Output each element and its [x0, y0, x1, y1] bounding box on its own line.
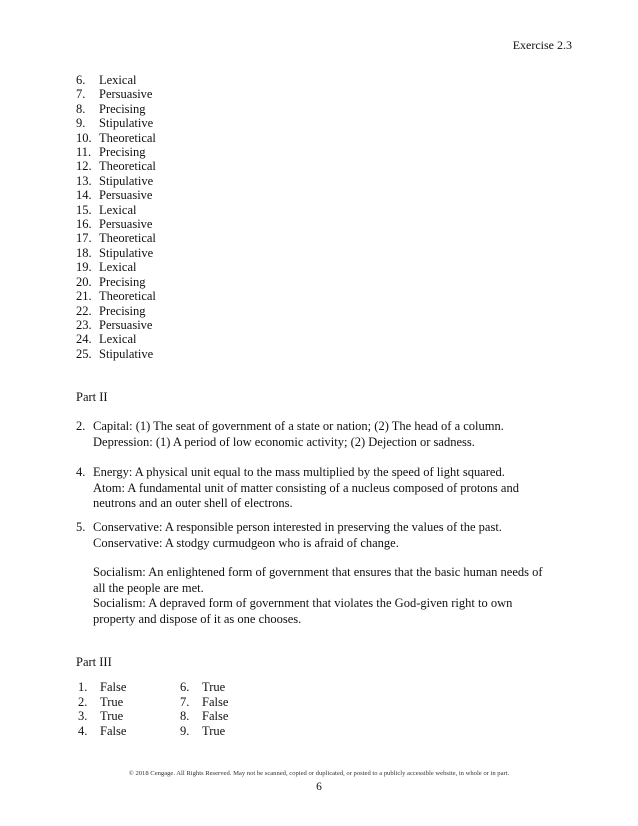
list-item — [76, 231, 156, 245]
item-answer: True — [100, 694, 124, 709]
item-number: 17. — [76, 231, 92, 246]
list-item — [76, 347, 156, 361]
list-item — [76, 102, 156, 116]
item-number: 23. — [76, 317, 92, 332]
part3-column-1 — [78, 680, 126, 738]
item-answer: Lexical — [99, 73, 137, 87]
part3-heading: Part III — [76, 655, 112, 669]
part2-item-5 — [76, 520, 546, 627]
copyright-notice: © 2018 Cengage. All Rights Reserved. May not be scanned, copied or duplicated, or posted to a publicly accessible website, in whole or in part. — [128, 770, 510, 777]
definition-line: Conservative: A stodgy curmudgeon who is afraid of change. — [93, 535, 399, 550]
item-number: 7. — [76, 87, 86, 102]
definition-line: neutrons and an outer shell of electrons. — [93, 496, 293, 510]
item-answer: Lexical — [99, 202, 137, 217]
list-item — [76, 145, 156, 159]
item-number: 5. — [76, 520, 86, 534]
definition-line: Energy: A physical unit equal to the mass multiplied by the speed of light squared. — [93, 465, 505, 479]
list-item — [76, 304, 156, 318]
definition-line: Atom: A fundamental unit of matter consisting of a nucleus composed of protons and — [93, 480, 519, 495]
item-number: 4. — [78, 723, 88, 738]
part2-heading: Part II — [76, 390, 108, 404]
item-number: 3. — [78, 709, 88, 723]
item-answer: False — [202, 709, 229, 723]
definition-line: Socialism: A depraved form of government that violates the God-given right to own — [93, 596, 513, 610]
exercise-header: Exercise 2.3 — [512, 38, 572, 52]
part1-answer-list — [76, 73, 156, 361]
list-item — [180, 724, 228, 739]
item-answer: Persuasive — [99, 188, 153, 203]
item-answer: True — [202, 723, 226, 738]
item-number: 16. — [76, 217, 92, 232]
list-item — [78, 709, 126, 724]
list-item — [76, 318, 156, 332]
list-item — [76, 174, 156, 188]
list-item — [76, 260, 156, 274]
item-number: 11. — [76, 145, 92, 160]
list-item — [76, 159, 156, 173]
item-answer: Persuasive — [99, 87, 153, 102]
list-item — [76, 116, 156, 130]
item-answer: Precising — [99, 303, 146, 318]
item-number: 2. — [76, 419, 86, 433]
item-answer: False — [202, 694, 229, 709]
item-answer: Precising — [99, 274, 146, 289]
list-item — [78, 680, 126, 695]
item-answer: True — [100, 709, 124, 723]
item-number: 8. — [180, 709, 190, 723]
item-number: 18. — [76, 245, 92, 260]
list-item — [78, 695, 126, 710]
list-item — [180, 709, 228, 724]
list-item — [76, 246, 156, 260]
definition-line: property and dispose of it as one chooses. — [93, 611, 302, 626]
list-item — [76, 73, 156, 87]
item-number: 25. — [76, 346, 92, 361]
item-answer: Theoretical — [99, 159, 156, 174]
list-item — [180, 680, 228, 695]
item-number: 15. — [76, 202, 92, 217]
item-number: 13. — [76, 173, 92, 188]
item-number: 10. — [76, 130, 92, 145]
item-number: 19. — [76, 260, 92, 275]
item-number: 6. — [76, 73, 86, 87]
list-item — [76, 289, 156, 303]
list-item — [76, 332, 156, 346]
item-number: 22. — [76, 303, 92, 318]
item-number: 6. — [180, 680, 190, 694]
definition-line: Capital: (1) The seat of government of a state or nation; (2) The head of a column. — [93, 419, 504, 433]
item-number: 14. — [76, 188, 92, 203]
definition-line: Conservative: A responsible person interested in preserving the values of the past. — [93, 520, 502, 534]
item-number: 8. — [76, 101, 86, 116]
definition-line: Socialism: An enlightened form of government that ensures that the basic human needs of — [93, 565, 543, 579]
item-answer: Theoretical — [99, 289, 156, 304]
list-item — [76, 87, 156, 101]
item-answer: Stipulative — [99, 346, 154, 361]
item-answer: Stipulative — [99, 173, 154, 188]
item-answer: Theoretical — [99, 130, 156, 145]
item-number: 9. — [180, 723, 190, 738]
item-number: 2. — [78, 694, 88, 709]
item-number: 24. — [76, 332, 92, 347]
list-item — [180, 695, 228, 710]
part3-column-2 — [180, 680, 228, 738]
part2-item-4 — [76, 465, 546, 512]
item-answer: Precising — [99, 101, 146, 116]
item-answer: Stipulative — [99, 116, 154, 131]
item-answer: False — [100, 723, 127, 738]
list-item — [76, 131, 156, 145]
definition-line: Depression: (1) A period of low economic activity; (2) Dejection or sadness. — [93, 434, 475, 449]
list-item — [76, 217, 156, 231]
definition-line: all the people are met. — [93, 580, 204, 595]
item-answer: Persuasive — [99, 217, 153, 232]
item-answer: Theoretical — [99, 231, 156, 246]
item-number: 12. — [76, 159, 92, 174]
list-item — [78, 724, 126, 739]
item-number: 21. — [76, 289, 92, 304]
item-answer: Stipulative — [99, 245, 154, 260]
item-number: 7. — [180, 694, 190, 709]
item-answer: Precising — [99, 145, 146, 160]
list-item — [76, 188, 156, 202]
item-answer: False — [100, 680, 127, 694]
part2-item-2 — [76, 419, 546, 450]
page-number: 6 — [316, 781, 322, 793]
list-item — [76, 275, 156, 289]
item-number: 20. — [76, 274, 92, 289]
item-answer: True — [202, 680, 226, 694]
item-answer: Lexical — [99, 260, 137, 275]
list-item — [76, 203, 156, 217]
item-number: 4. — [76, 465, 86, 479]
item-number: 9. — [76, 116, 86, 131]
item-number: 1. — [78, 680, 88, 694]
item-answer: Lexical — [99, 332, 137, 347]
item-answer: Persuasive — [99, 317, 153, 332]
